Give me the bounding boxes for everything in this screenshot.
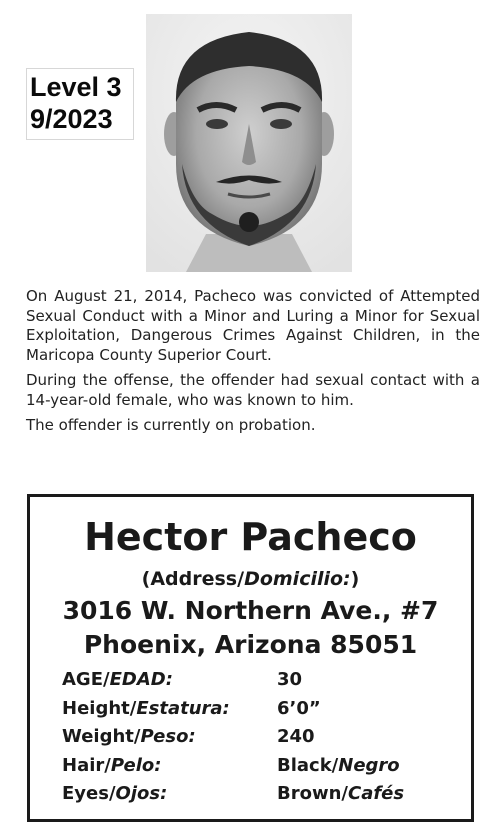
height-value: 6’0” — [277, 697, 321, 719]
hair-label: Hair/Pelo: — [62, 754, 162, 776]
physical-details — [62, 667, 462, 810]
offender-name: Hector Pacheco — [84, 515, 417, 559]
portrait-icon — [146, 14, 352, 272]
status-paragraph: The offender is currently on probation. — [26, 416, 316, 434]
offender-photo — [146, 14, 352, 272]
offense-description — [26, 287, 480, 442]
address-label: (Address/Domicilio:) — [141, 568, 360, 590]
weight-value: 240 — [277, 726, 315, 748]
eyes-row — [62, 781, 462, 810]
weight-label: Weight/Peso: — [62, 726, 196, 748]
offender-info-box — [27, 494, 474, 822]
height-label: Height/Estatura: — [62, 697, 230, 719]
height-row — [62, 696, 462, 725]
weight-row — [62, 724, 462, 753]
hair-value: Black/Negro — [277, 754, 400, 776]
age-label: AGE/EDAD: — [62, 669, 173, 690]
risk-level-badge — [26, 68, 134, 140]
hair-row — [62, 753, 462, 782]
address-street: 3016 W. Northern Ave., #7 — [62, 596, 439, 625]
offense-paragraph: During the offense, the offender had sexual contact with a 14-year-old female, who was known to him. — [26, 371, 480, 409]
risk-level: Level 3 — [30, 72, 122, 102]
age-value: 30 — [277, 669, 303, 690]
address-city: Phoenix, Arizona 85051 — [83, 630, 418, 659]
notification-date: 9/2023 — [30, 104, 113, 134]
conviction-paragraph: On August 21, 2014, Pacheco was convicted of Attempted Sexual Conduct with a Minor and Luring a Minor for Sexual Exploitation, Dangerous Crimes Against Children, in the Maricopa County Superior Court. — [26, 287, 480, 364]
age-row — [62, 667, 462, 696]
eyes-value: Brown/Cafés — [277, 783, 405, 805]
eyes-label: Eyes/Ojos: — [62, 783, 168, 805]
